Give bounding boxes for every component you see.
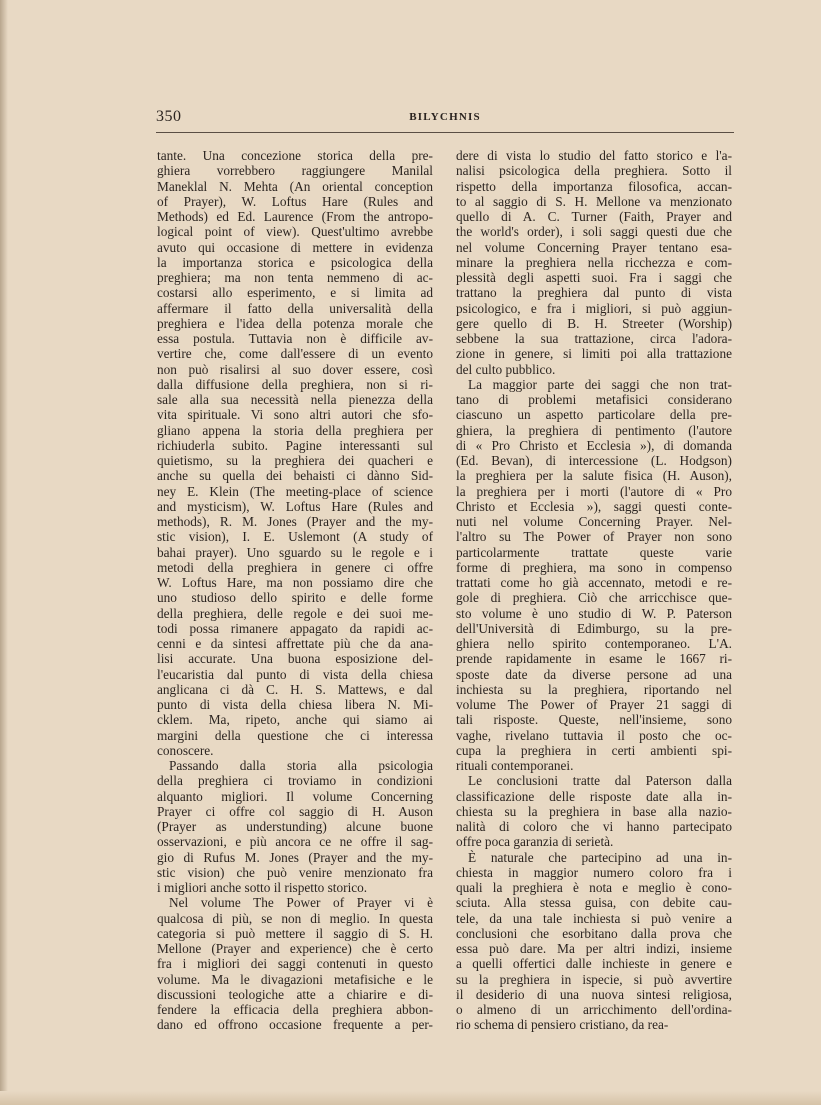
text-line: prende rapidamente in esame le 1667 ri- — [456, 651, 732, 667]
text-line: the world's order), i soli saggi questi due che — [456, 224, 732, 240]
text-line: vaghe, rivelano tuttavia il posto che oc- — [456, 727, 732, 743]
text-line: l'eucaristia dal punto di vista della chiesa — [157, 666, 433, 682]
text-line: nalità di coloro che vi hanno partecipato — [456, 819, 732, 834]
text-line: Le conclusioni tratte dal Paterson dalla — [468, 773, 732, 789]
text-line: categoria si può mettere il saggio di S. H. — [157, 925, 433, 941]
text-line: della preghiera, delle regole e dei suoi me- — [157, 605, 433, 621]
text-line: zione in genere, si limiti poi alla trattazione — [456, 346, 732, 362]
text-line: anglicana ci dà C. H. S. Mattews, e dal — [157, 681, 433, 697]
text-line: stic vision) che può venire menzionato fra — [157, 864, 433, 880]
text-line: discussioni teologiche atte a chiarire e di- — [157, 986, 433, 1002]
text-line: ney E. Klein (The meeting-place of science — [157, 483, 433, 499]
text-line: sposte date da diverse persone ad una — [456, 666, 732, 682]
text-line: minare la preghiera nella ricchezza e com- — [456, 254, 732, 270]
text-line: logical point of view). Quest'ultimo avrebbe — [157, 224, 433, 240]
text-line: il desiderio di una nuova sintesi religiosa, — [456, 986, 732, 1002]
text-line: quali la preghiera è nota e meglio è cono- — [456, 880, 732, 895]
text-line: stic vision), I. E. Uslemont (A study of — [157, 529, 433, 545]
text-line: quello di A. C. Turner (Faith, Prayer and — [456, 209, 732, 224]
header-rule — [156, 132, 734, 133]
text-line: essa può dare. Ma per altri indizi, insieme — [456, 941, 732, 956]
text-line: sale alla sua necessità nella pienezza della — [157, 392, 433, 407]
text-line: trattati come ho già accennato, metodi e re- — [456, 575, 732, 590]
text-line: psicologico, e fra i migliori, si può aggiun- — [456, 300, 732, 316]
text-line: ghiera nello spirito contemporaneo. L'A. — [456, 636, 732, 651]
text-line: richiuderla subito. Pagine interessanti sul — [157, 437, 433, 453]
text-line: È naturale che partecipino ad una in- — [468, 849, 732, 865]
text-line: la preghiera per i morti (l'autore di « Pro — [456, 483, 732, 499]
text-line: methods), R. M. Jones (Prayer and the my- — [157, 514, 433, 529]
text-line: to al saggio di S. H. Mellone va menzionato — [456, 193, 732, 209]
text-line: lisi accurate. Una buona esposizione del- — [157, 651, 433, 667]
text-line: dano ed offrono occasione frequente a per- — [157, 1017, 433, 1033]
text-line: todi possa rimanere appagato da rapidi ac- — [157, 620, 433, 636]
right-text-column — [456, 148, 732, 1033]
text-line: conclusioni che esorbitano dalla prova che — [456, 925, 732, 941]
text-line: Maneklal N. Mehta (An oriental conception — [157, 178, 433, 194]
text-line: anche su quella dei behaisti ci dànno Sid- — [157, 468, 433, 484]
text-line: osservazioni, e più ancora ce ne offre il sag- — [157, 834, 433, 850]
text-line: ciascuno un aspetto particolare della pre- — [456, 407, 732, 423]
text-line: Passando dalla storia alla psicologia — [169, 758, 433, 773]
text-line: del culto pubblico. — [456, 361, 556, 377]
text-line: cenni e da sintesi affrettate più che da ana- — [157, 636, 433, 651]
text-line: chiesta in maggior numero coloro fra i — [456, 864, 732, 880]
text-line: and mysticism), W. Loftus Hare (Rules and — [157, 498, 433, 514]
text-line: l'altro su The Power of Prayer non sono — [456, 529, 732, 545]
text-line: preghiera; ma non tenta nemmeno di ac- — [157, 270, 433, 285]
text-line: Prayer ci offre col saggio di H. Auson — [157, 803, 433, 819]
text-line: inchiesta su la preghiera, riportando nel — [456, 681, 732, 697]
text-line: W. Loftus Hare, ma non possiamo dire che — [157, 575, 433, 590]
text-line: avuto qui occasione di mettere in evidenza — [157, 239, 433, 255]
text-line: di « Pro Christo et Ecclesia »), di domanda — [456, 437, 732, 453]
text-line: gole di preghiera. Ciò che arricchisce que- — [456, 590, 732, 606]
text-line: la preghiera per la salute fisica (H. Auson), — [456, 468, 732, 484]
text-line: cupa la preghiera in certi ambienti spi- — [456, 742, 732, 758]
text-line: preghiera e l'idea della potenza morale che — [157, 315, 433, 331]
text-line: classificazione delle risposte date alla in- — [456, 788, 732, 804]
text-line: metodi della preghiera in genere ci offre — [157, 559, 433, 575]
text-line: chiesta su la preghiera in base alla nazio- — [456, 803, 732, 819]
text-line: qualcosa di più, se non di meglio. In questa — [157, 910, 433, 926]
text-line: sebbene la sua trattazione, circa l'adora- — [456, 331, 732, 346]
text-line: cklem. Ma, ripeto, anche qui siamo ai — [157, 712, 433, 728]
page-header — [156, 108, 734, 132]
text-line: sciuta. Alla stessa guisa, con debite cau- — [456, 895, 732, 911]
text-line: particolarmente trattate queste varie — [456, 544, 732, 560]
page-number: 350 — [156, 108, 182, 125]
text-line: non può risalirsi al suo dover essere, così — [157, 361, 433, 377]
text-line: quietismo, su la preghiera dei quacheri e — [157, 453, 433, 468]
text-line: nuti nel volume Concerning Prayer. Nel- — [456, 514, 732, 529]
text-line: vita spirituale. Vi sono altri autori che sfo- — [157, 407, 433, 423]
text-line: offre poca garanzia di serietà. — [456, 834, 614, 850]
text-line: dalla diffusione della preghiera, non si ri- — [157, 376, 433, 392]
text-line: nel volume Concerning Prayer tentano esa- — [456, 239, 732, 255]
text-line: punto di vista della chiesa libera N. Mi- — [157, 697, 433, 712]
text-line: of Prayer), W. Loftus Hare (Rules and — [157, 193, 433, 209]
text-line: o almeno di un arricchimento dell'ordina- — [456, 1002, 732, 1017]
running-title: BILYCHNIS — [409, 111, 481, 123]
text-line: tele, da una tale inchiesta si può venire a — [456, 910, 732, 926]
left-text-column — [157, 148, 433, 1033]
text-line: tano di problemi metafisici considerano — [456, 392, 732, 407]
page-gutter-shadow — [0, 0, 8, 1105]
page-bottom-edge — [0, 1091, 821, 1105]
text-line: Nel volume The Power of Prayer vi è — [169, 895, 433, 911]
text-line: rispetto della importanza filosofica, accan- — [456, 178, 732, 194]
text-line: nalisi psicologica della preghiera. Sotto il — [456, 163, 732, 179]
text-line: ghiera, la preghiera di pentimento (l'autore — [456, 422, 732, 438]
text-line: Methods) ed Ed. Laurence (From the antropo- — [157, 209, 433, 224]
text-line: rituali contemporanei. — [456, 758, 574, 773]
text-line: (Prayer as understunding) alcune buone — [157, 819, 433, 834]
text-line: forme di preghiera, ma sono in compenso — [456, 559, 732, 575]
text-line: gio di Rufus M. Jones (Prayer and the my- — [157, 849, 433, 865]
text-line: trattano la preghiera dal punto di vista — [456, 285, 732, 301]
text-line: tali risposte. Queste, nell'insieme, sono — [456, 712, 732, 728]
text-line: rio schema di pensiero cristiano, da rea- — [456, 1017, 669, 1033]
text-line: a quelli offertici dalle inchieste in genere e — [456, 956, 732, 972]
text-line: volume. Ma le divagazioni metafisiche e le — [157, 971, 433, 987]
text-line: gliano appena la storia della preghiera per — [157, 422, 433, 438]
text-line: (Ed. Bevan), di intercessione (L. Hodgson) — [456, 453, 732, 468]
text-line: La maggior parte dei saggi che non trat- — [468, 376, 732, 392]
text-line: dell'Università di Edimburgo, su la pre- — [456, 620, 732, 636]
text-line: costarsi allo esperimento, e si limita ad — [157, 285, 433, 301]
text-line: volume The Power of Prayer 21 saggi di — [456, 697, 732, 712]
text-line: su la preghiera in ispecie, si può avvertire — [456, 971, 732, 987]
text-line: Christo et Ecclesia »), saggi questi conte- — [456, 498, 732, 514]
text-line: dere di vista lo studio del fatto storico e l'a- — [456, 148, 732, 163]
text-line: affermare il fatto della universalità della — [157, 300, 433, 316]
text-line: alquanto migliori. Il volume Concerning — [157, 788, 433, 804]
text-line: tante. Una concezione storica della pre- — [157, 148, 433, 163]
text-line: fendere la efficacia della preghiera abbon- — [157, 1002, 433, 1017]
text-line: essa postula. Tuttavia non è difficile av- — [157, 331, 433, 346]
text-line: uno studioso dello spirito e delle forme — [157, 590, 433, 606]
text-line: gere quello di B. H. Streeter (Worship) — [456, 315, 732, 331]
text-line: la importanza storica e psicologica della — [157, 254, 433, 270]
text-line: conoscere. — [157, 742, 214, 758]
text-line: margini della questione che ci interessa — [157, 727, 433, 743]
text-line: vertire che, come dall'essere di un evento — [157, 346, 433, 362]
text-line: sto volume è uno studio di W. P. Paterson — [456, 605, 732, 621]
text-line: plessità degli aspetti suoi. Fra i saggi che — [456, 270, 732, 285]
text-line: della preghiera ci troviamo in condizioni — [157, 773, 433, 789]
text-line: ghiera vorrebbero raggiungere Manilal — [157, 163, 433, 179]
text-line: bahai prayer). Uno sguardo su le regole e i — [157, 544, 433, 560]
text-line: Mellone (Prayer and experience) che è certo — [157, 941, 433, 956]
text-line: i migliori anche sotto il rispetto storico. — [157, 880, 368, 895]
text-line: fra i migliori dei saggi contenuti in questo — [157, 956, 433, 972]
